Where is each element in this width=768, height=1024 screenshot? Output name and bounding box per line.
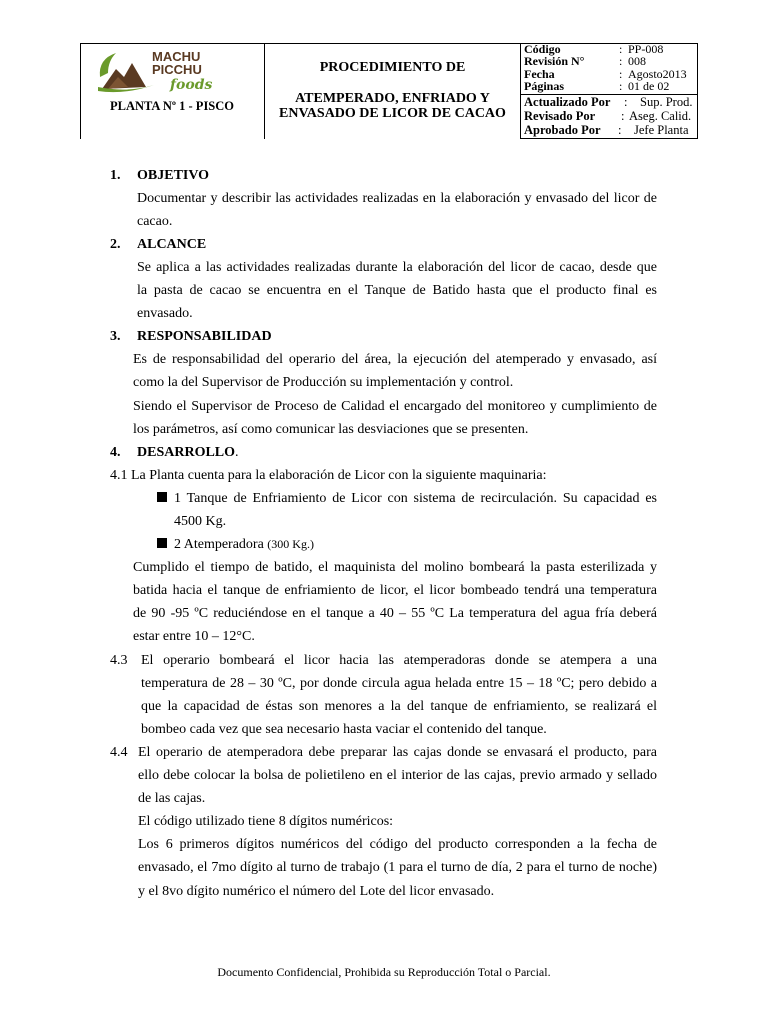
paragraph-4-2-line: estar entre 10 – 12°C. bbox=[133, 629, 255, 644]
section-1-title: OBJETIVO bbox=[137, 168, 210, 183]
title-line-1: PROCEDIMIENTO DE bbox=[319, 60, 466, 75]
plant-label: PLANTA Nº 1 - PISCO bbox=[109, 99, 235, 113]
paragraph-4-2-line: batida hacia el tanque de enfriamiento de licor, el licor bombeado tendrá una temperatura bbox=[133, 583, 657, 598]
section-3-text-line: como la del Supervisor de Producción su implementación y control. bbox=[133, 375, 514, 390]
section-1-number: 1. bbox=[110, 168, 121, 183]
meta-date: Fecha : Agosto2013 bbox=[524, 67, 687, 81]
machu-picchu-foods-logo bbox=[94, 47, 244, 93]
meta-approved-by: Aprobado Por : Jefe Planta bbox=[524, 123, 689, 137]
paragraph-4-4-line: y el 8vo dígito numérico el número del Lote del licor envasado. bbox=[138, 884, 495, 899]
paragraph-4-2-line: de 90 -95 ºC reduciéndose en el tanque a 40 – 55 ºC La temperatura del agua fría deberá bbox=[133, 606, 657, 621]
paragraph-4-4-line: El código utilizado tiene 8 dígitos numéricos: bbox=[138, 814, 394, 829]
paragraph-4-3-line: El operario bombeará el licor hacia las atemperadoras donde se atempera a una bbox=[141, 653, 657, 668]
paragraph-4-3-number: 4.3 bbox=[110, 653, 128, 668]
section-2-title: ALCANCE bbox=[137, 237, 207, 252]
section-2-text-line: Se aplica a las actividades realizadas durante la elaboración del licor de cacao, desde que bbox=[137, 260, 657, 275]
meta-updated-by: Actualizado Por : Sup. Prod. bbox=[524, 95, 693, 109]
document-title bbox=[265, 43, 520, 139]
title-line-2: ATEMPERADO, ENFRIADO Y bbox=[295, 91, 490, 106]
section-1-text-line: cacao. bbox=[137, 214, 173, 229]
section-4-number: 4. bbox=[110, 445, 121, 460]
bullet-2-text: 2 Atemperadora (300 Kg.) bbox=[174, 537, 314, 552]
paragraph-4-4-line: de las cajas. bbox=[138, 791, 206, 806]
bullet-icon bbox=[157, 537, 175, 553]
meta-pages: Páginas : 01 de 02 bbox=[524, 79, 670, 93]
bullet-1-text: 4500 Kg. bbox=[174, 514, 227, 529]
section-3-text-line: Es de responsabilidad del operario del área, la ejecución del atemperado y envasado, así bbox=[133, 352, 657, 367]
confidential-footer: Documento Confidencial, Prohibida su Reproducción Total o Parcial. bbox=[217, 965, 551, 979]
section-3-text-line: los parámetros, así como comunicar las desviaciones que se presenten. bbox=[133, 422, 529, 437]
logo-cell bbox=[80, 43, 264, 139]
title-line-3: ENVASADO DE LICOR DE CACAO bbox=[279, 106, 506, 121]
paragraph-4-3-line: que la capacidad de éstas son menores a la del tanque de enfriamiento, se realizará el bbox=[141, 699, 657, 714]
bullet-1-text: 1 Tanque de Enfriamiento de Licor con sistema de recirculación. Su capacidad es bbox=[174, 491, 657, 506]
section-2-text-line: la pasta de cacao se encuentra en el Tanque de Batido hasta que el producto final es bbox=[137, 283, 657, 298]
svg-text:PICCHU: PICCHU bbox=[152, 62, 202, 77]
section-1-text-line: Documentar y describir las actividades realizadas en la elaboración y envasado del licor de bbox=[137, 191, 657, 206]
bullet-icon bbox=[157, 491, 175, 507]
section-4-title: DESARROLLO bbox=[137, 445, 236, 460]
paragraph-4-4-line: envasado, el 7mo dígito al turno de trabajo (1 para el turno de día, 2 para el turno de noche) bbox=[138, 860, 657, 875]
section-3-number: 3. bbox=[110, 329, 121, 344]
paragraph-4-4-line: Los 6 primeros dígitos numéricos del código del producto corresponden a la fecha de bbox=[138, 837, 657, 852]
paragraph-4-4-line: ello debe colocar la bolsa de polietileno en el interior de las cajas, previo armado y sellado bbox=[138, 768, 657, 783]
document-metadata bbox=[521, 43, 698, 139]
paragraph-4-3-line: temperatura de 28 – 30 ºC, por donde circula agua helada entre 15 – 18 ºC; pero debido a bbox=[141, 676, 657, 691]
paragraph-4-2-line: Cumplido el tiempo de batido, el maquinista del molino bombeará la pasta esterilizada y bbox=[133, 560, 657, 575]
meta-revision: Revisión N° : 008 bbox=[524, 54, 646, 68]
section-2-text-line: envasado. bbox=[137, 306, 193, 321]
paragraph-4-4-line: El operario de atemperadora debe preparar las cajas donde se envasará el producto, para bbox=[138, 745, 657, 760]
paragraph-4-3-line: bombeo cada vez que sea necesario hasta vaciar el contenido del tanque. bbox=[141, 722, 547, 737]
meta-reviewed-by: Revisado Por : Aseg. Calid. bbox=[524, 109, 692, 123]
document-header bbox=[80, 43, 698, 139]
section-3-title: RESPONSABILIDAD bbox=[137, 329, 272, 344]
paragraph-4-1: 4.1 La Planta cuenta para la elaboración de Licor con la siguiente maquinaria: bbox=[110, 468, 547, 483]
section-2-number: 2. bbox=[110, 237, 121, 252]
svg-text:foods: foods bbox=[170, 77, 213, 93]
section-3-text-line: Siendo el Supervisor de Proceso de Calidad el encargado del monitoreo y cumplimiento de bbox=[133, 399, 657, 414]
paragraph-4-4-number: 4.4 bbox=[110, 745, 128, 760]
svg-text:MACHU: MACHU bbox=[152, 49, 201, 64]
meta-code: Código : PP-008 bbox=[524, 42, 664, 56]
